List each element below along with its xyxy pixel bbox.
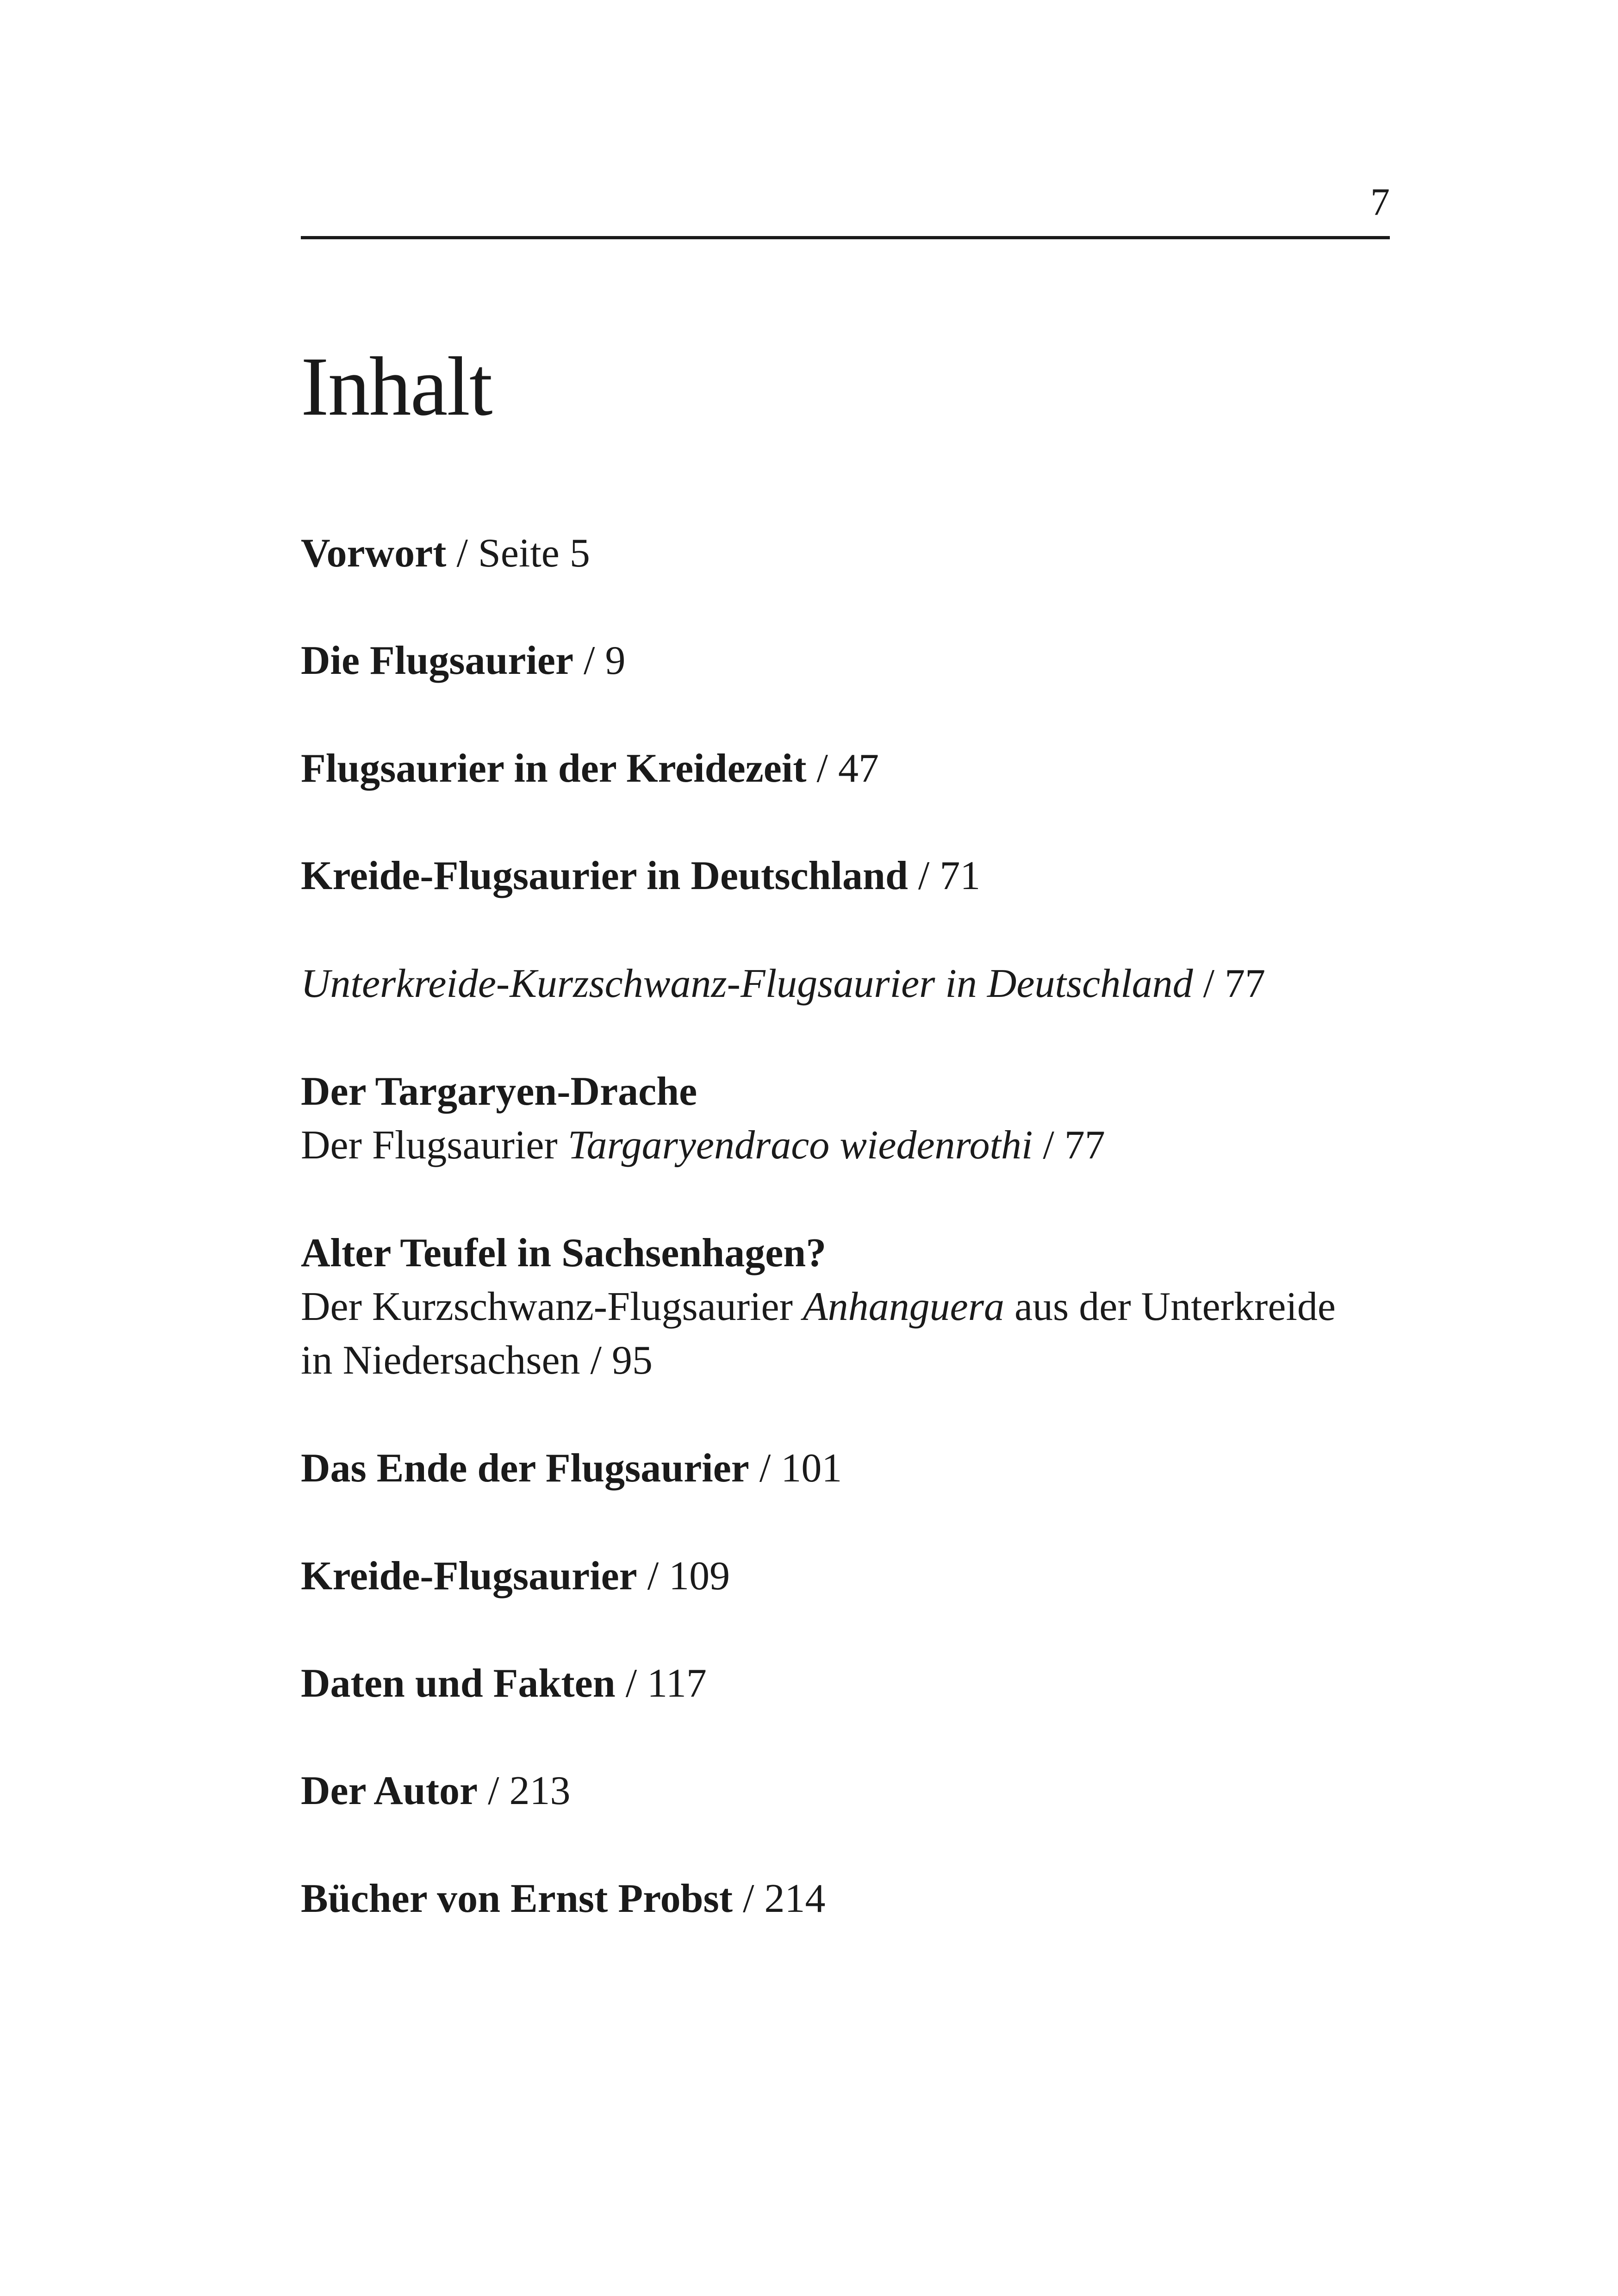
toc-entry-buecher[interactable]: [301, 1872, 826, 1926]
toc-entry-page: 9: [605, 638, 626, 683]
toc-entry-kreide-flugsaurier[interactable]: [301, 1549, 730, 1603]
toc-entry-title: Die Flugsaurier: [301, 638, 574, 683]
toc-entry-ende[interactable]: [301, 1442, 842, 1495]
toc-entry-page: 47: [838, 746, 879, 791]
toc-entry-separator: /: [637, 1554, 669, 1599]
toc-entry-separator: /: [573, 638, 605, 683]
toc-entry-separator: /: [908, 853, 940, 898]
toc-entry-page: 77: [1225, 961, 1266, 1006]
toc-entry-page: 117: [647, 1661, 707, 1706]
toc-entry-separator: /: [733, 1876, 765, 1921]
toc-entry-separator: /: [1033, 1123, 1064, 1168]
toc-entry-die-flugsaurier[interactable]: [301, 634, 625, 688]
toc-entry-unterkreide[interactable]: [301, 957, 1265, 1011]
toc-entry-vorwort[interactable]: [301, 527, 590, 580]
toc-entry-title: Daten und Fakten: [301, 1661, 616, 1706]
toc-entry-separator: /: [1193, 961, 1225, 1006]
toc-entry-targaryen[interactable]: [301, 1065, 1105, 1172]
toc-entry-title: Der Targaryen-Drache: [301, 1069, 697, 1114]
toc-entry-page: 214: [764, 1876, 826, 1921]
toc-entry-page: 71: [940, 853, 981, 898]
toc-entry-subtitle: Der Flugsaurier Targaryendraco wiedenrothi / 77: [301, 1123, 1105, 1168]
toc-entry-separator: /: [478, 1768, 510, 1813]
header-rule: [301, 236, 1390, 239]
toc-entry-title: Das Ende der Flugsaurier: [301, 1446, 749, 1491]
toc-entry-separator: /: [749, 1446, 781, 1491]
page-number: 7: [1370, 180, 1390, 224]
toc-entry-title: Unterkreide-Kurzschwanz-Flugsaurier in Deutschland: [301, 961, 1193, 1006]
toc-entry-title: Kreide-Flugsaurier: [301, 1554, 637, 1599]
toc-entry-kreide-deutschland[interactable]: [301, 849, 980, 903]
toc-entry-separator: /: [806, 746, 838, 791]
toc-entry-page: 109: [669, 1554, 730, 1599]
toc-entry-separator: /: [615, 1661, 647, 1706]
toc-entry-subtitle: Der Kurzschwanz-Flugsaurier Anhanguera aus der Unterkreide in Niedersachsen / 95: [301, 1284, 1336, 1383]
toc-entry-page: Seite 5: [478, 531, 590, 576]
toc-entry-page: 95: [612, 1338, 653, 1383]
toc-entry-title: Flugsaurier in der Kreidezeit: [301, 746, 807, 791]
toc-entry-title: Der Autor: [301, 1768, 478, 1813]
toc-entry-page: 101: [781, 1446, 842, 1491]
toc-entry-daten[interactable]: [301, 1657, 707, 1711]
page-title: Inhalt: [301, 340, 492, 433]
toc-entry-separator: /: [446, 531, 478, 576]
toc-entry-page: 213: [509, 1768, 571, 1813]
toc-entry-kreidezeit[interactable]: [301, 742, 879, 796]
toc-entry-title: Kreide-Flugsaurier in Deutschland: [301, 853, 908, 898]
toc-entry-title: Vorwort: [301, 531, 447, 576]
toc-entry-separator: /: [580, 1338, 612, 1383]
toc-entry-page: 77: [1064, 1123, 1105, 1168]
toc-entry-sachsenhagen[interactable]: [301, 1226, 1365, 1388]
toc-entry-title: Alter Teufel in Sachsenhagen?: [301, 1231, 827, 1276]
toc-entry-title: Bücher von Ernst Probst: [301, 1876, 733, 1921]
toc-entry-autor[interactable]: [301, 1764, 571, 1818]
